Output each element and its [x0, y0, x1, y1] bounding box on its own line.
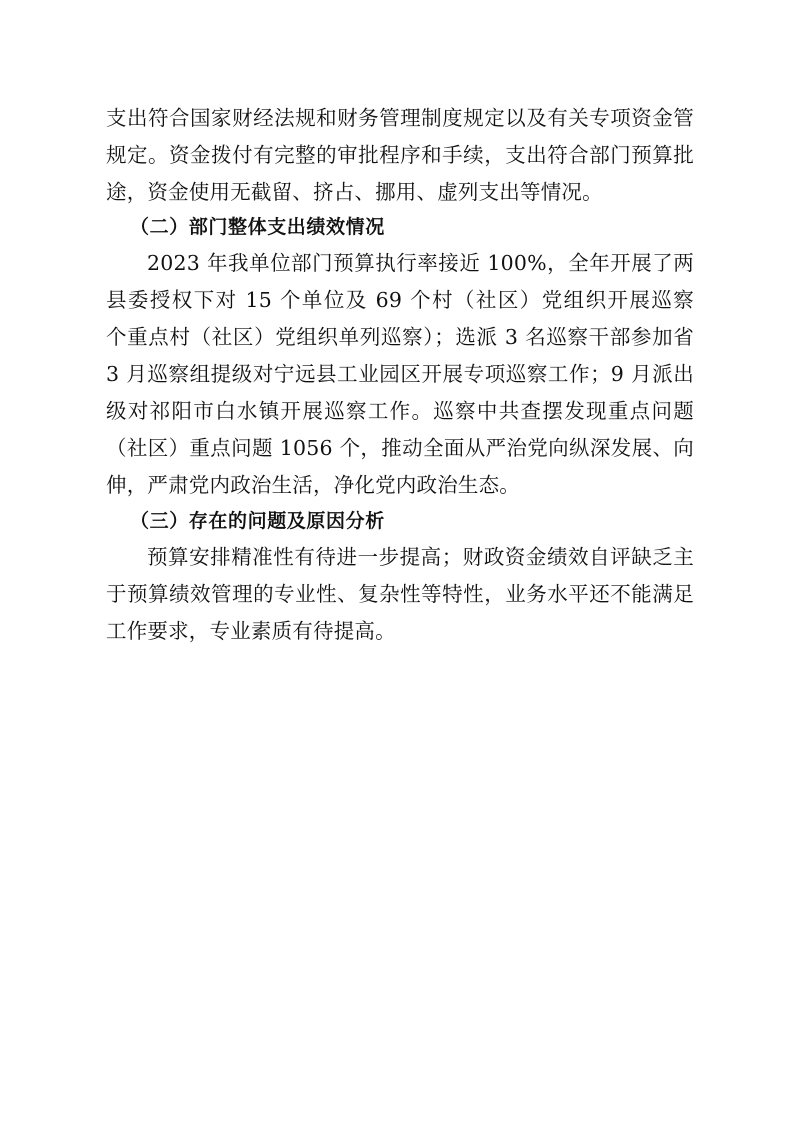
paragraph-line: 伸，严肃党内政治生活，净化党内政治生态。 [106, 473, 520, 497]
paragraph-line: 3 月巡察组提级对宁远县工业园区开展专项巡察工作；9 月派出 [106, 362, 694, 386]
paragraph-line: 于预算绩效管理的专业性、复杂性等特性，业务水平还不能满足 [106, 582, 694, 606]
paragraph-line: 支出符合国家财经法规和财务管理制度规定以及有关专项资金管 [106, 106, 694, 130]
paragraph-line: （社区）重点问题 1056 个，推动全面从严治党向纵深发展、向 [106, 436, 694, 460]
paragraph-line: 工作要求，专业素质有待提高。 [106, 619, 396, 643]
paragraph-line: 2023 年我单位部门预算执行率接近 100%，全年开展了两 [147, 251, 694, 275]
section-heading: （三）存在的问题及原因分析 [130, 510, 385, 532]
paragraph-line: 规定。资金拨付有完整的审批程序和手续，支出符合部门预算批 [106, 143, 694, 167]
paragraph-line: 途，资金使用无截留、挤占、挪用、虚列支出等情况。 [106, 180, 603, 204]
paragraph-line: 级对祁阳市白水镇开展巡察工作。巡察中共查摆发现重点问题 [106, 399, 694, 423]
paragraph-line: 县委授权下对 15 个单位及 69 个村（社区）党组织开展巡察 [106, 288, 694, 312]
paragraph-line: 个重点村（社区）党组织单列巡察）；选派 3 名巡察干部参加省 [106, 325, 694, 349]
section-heading: （二）部门整体支出绩效情况 [130, 216, 385, 238]
paragraph-line: 预算安排精准性有待进一步提高；财政资金绩效自评缺乏主 [147, 545, 694, 569]
